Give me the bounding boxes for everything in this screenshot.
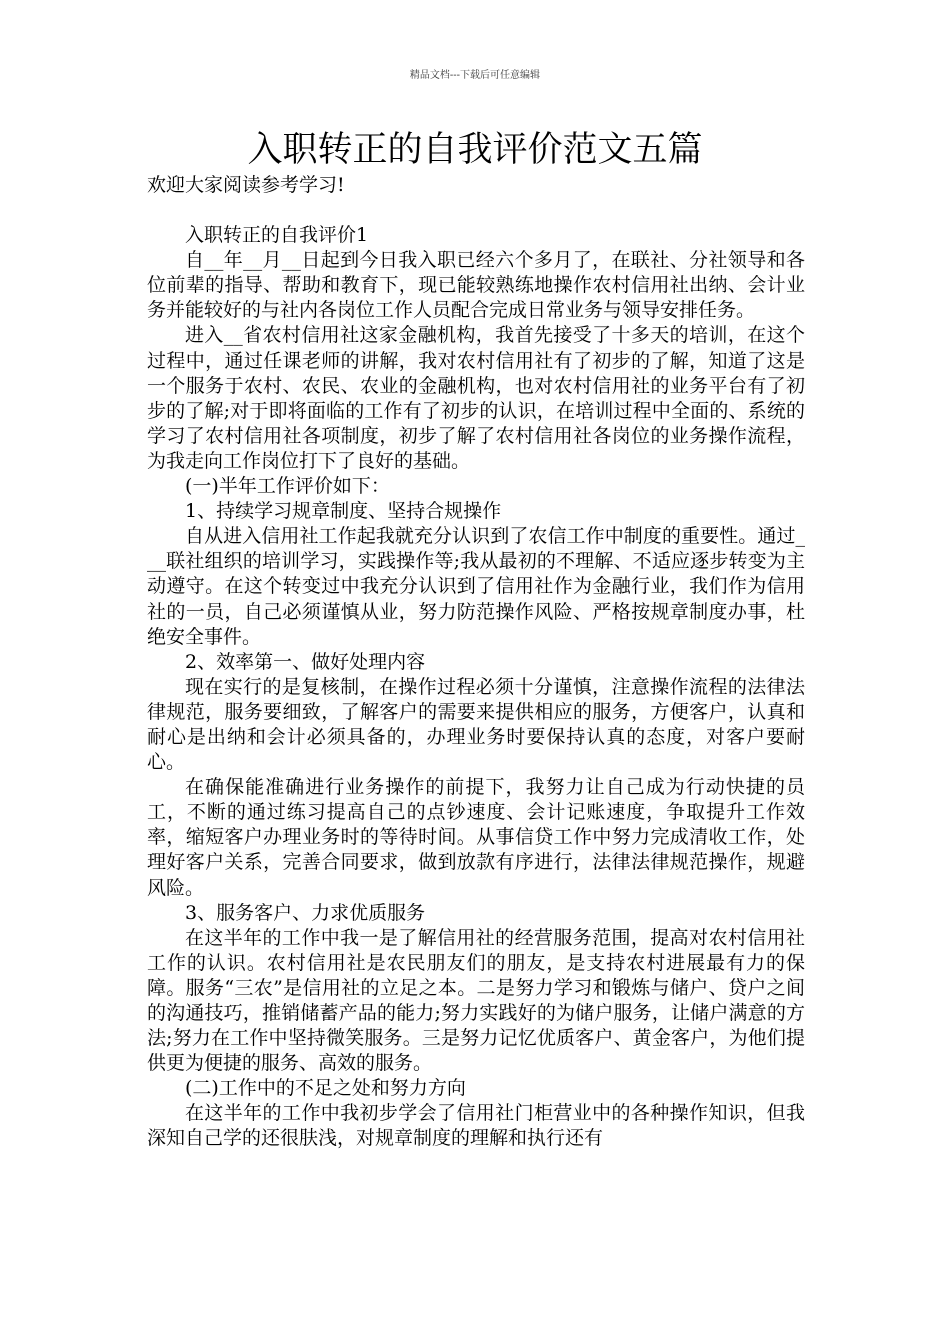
document-body [147,173,805,1152]
paragraph: 在这半年的工作中我一是了解信用社的经营服务范围，提高对农村信用社工作的认识。农村信用社是农民朋友们的朋友，是支持农村进展最有力的保障。服务“三农”是信用社的立足之本。二是努力学习和锻炼与储户、贷户之间的沟通技巧，推销储蓄产品的能力;努力实践好的为储户服务，让储户满意的方法;努力在工作中坚持微笑服务。三是努力记忆优质客户、黄金客户，为他们提供更为便捷的服务、高效的服务。 [147,926,805,1075]
header-note: 精品文档---下载后可任意编辑 [409,70,541,81]
subheading: (一)半年工作评价如下： [185,475,390,498]
paragraph: 在确保能准确进行业务操作的前提下，我努力让自己成为行动快捷的员工，不断的通过练习提高自己的点钞速度、会计记账速度，争取提升工作效率，缩短客户办理业务时的等待时间。从事信贷工作中努力完成清收工作，处理好客户关系，完善合同要求，做到放款有序进行，法律法律规范操作，规避风险。 [147,776,805,899]
paragraph: 在这半年的工作中我初步学会了信用社门柜营业中的各种操作知识，但我深知自己学的还很肤浅，对规章制度的理解和执行还有 [147,1102,805,1150]
paragraph: 进入__省农村信用社这家金融机构，我首先接受了十多天的培训，在这个过程中，通过任课老师的讲解，我对农村信用社有了初步的了解，知道了这是一个服务于农村、农民、农业的金融机构，也对农村信用社的业务平台有了初步的了解;对于即将面临的工作有了初步的认识，在培训过程中全面的、系统的学习了农村信用社各项制度，初步了解了农村信用社各岗位的业务操作流程，为我走向工作岗位打下了良好的基础。 [147,324,805,472]
paragraph: 自从进入信用社工作起我就充分认识到了农信工作中制度的重要性。通过___联社组织的培训学习，实践操作等;我从最初的不理解、不适应逐步转变为主动遵守。在这个转变过中我充分认识到了信用社作为金融行业，我们作为信用社的一员，自己必须谨慎从业，努力防范操作风险、严格按规章制度办事，杜绝安全事件。 [147,525,805,648]
section-heading: 入职转正的自我评价1 [185,224,369,247]
subheading: 2、效率第一、做好处理内容 [185,650,426,673]
document-title: 入职转正的自我评价范文五篇 [247,130,703,170]
subheading: 1、持续学习规章制度、坚持合规操作 [185,500,502,523]
paragraph: 自__年__月__日起到今日我入职已经六个多月了，在联社、分社领导和各位前辈的指导、帮助和教育下，现已能较熟练地操作农村信用社出纳、会计业务并能较好的与社内各岗位工作人员配合完成日常业务与领导安排任务。 [147,249,805,322]
subheading: (二)工作中的不足之处和努力方向 [185,1077,466,1100]
paragraph: 现在实行的是复核制，在操作过程必须十分谨慎，注意操作流程的法律法律规范，服务要细致，了解客户的需要来提供相应的服务，方便客户，认真和耐心是出纳和会计必须具备的，办理业务时要保持认真的态度，对客户要耐心。 [147,675,805,774]
intro-text: 欢迎大家阅读参考学习! [147,174,345,196]
subheading: 3、服务客户、力求优质服务 [185,901,426,924]
